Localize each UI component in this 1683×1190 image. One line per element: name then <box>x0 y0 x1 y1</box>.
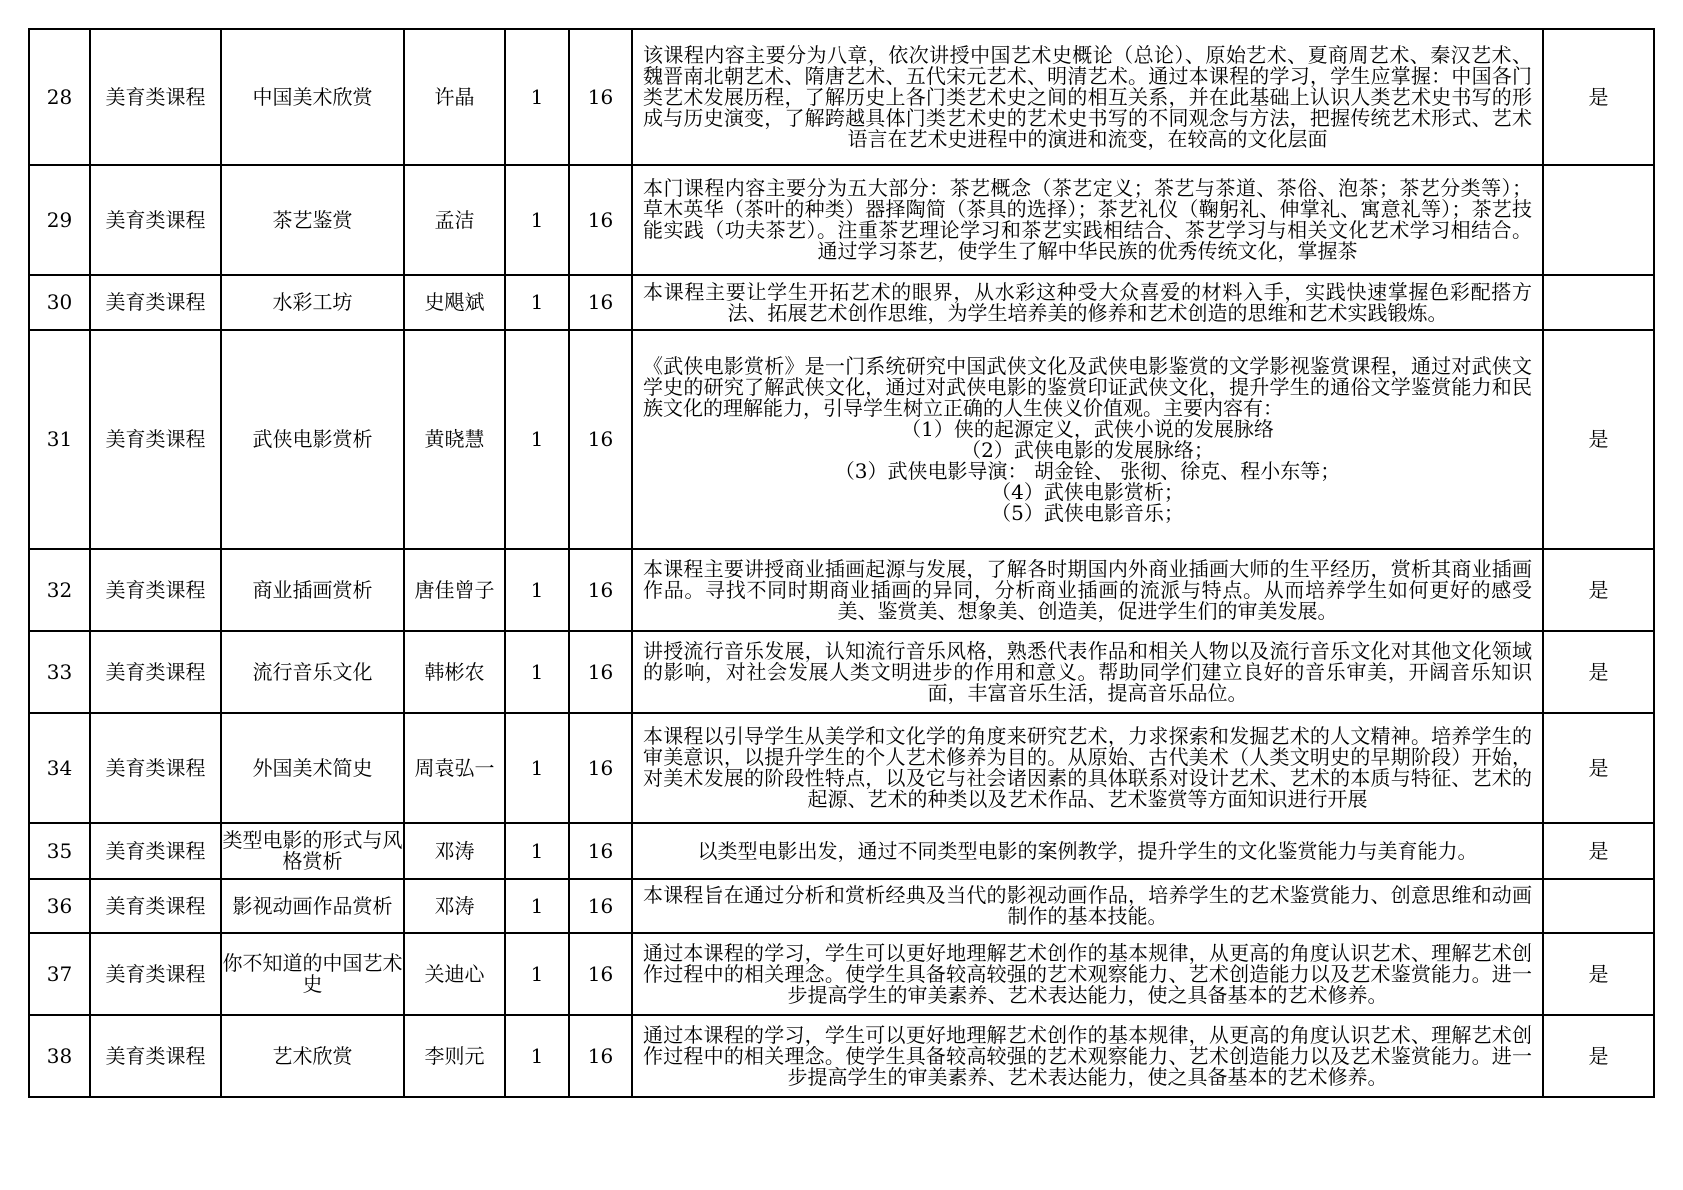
course-category: 美育类课程 <box>90 1015 221 1097</box>
description-point: （1）侠的起源定义，武侠小说的发展脉络 <box>901 416 1274 441</box>
course-credit: 1 <box>505 275 569 330</box>
course-category: 美育类课程 <box>90 549 221 631</box>
teacher-name: 唐佳曾子 <box>404 549 505 631</box>
table-row <box>29 713 1654 823</box>
teacher-name: 邓涛 <box>404 879 505 933</box>
course-flag: 是 <box>1543 823 1654 879</box>
course-hours: 16 <box>569 823 632 879</box>
teacher-name: 邓涛 <box>404 823 505 879</box>
row-number: 30 <box>29 275 90 330</box>
course-flag: 是 <box>1543 1015 1654 1097</box>
description-point: （5）武侠电影音乐； <box>991 500 1184 525</box>
course-description: 本课程主要讲授商业插画起源与发展，了解各时期国内外商业插画大师的生平经历，赏析其商业插画作品。寻找不同时期商业插画的异同，分析商业插画的流派与特点。从而培养学生如何更好的感受美、鉴赏美、想象美、创造美，促进学生们的审美发展。 <box>643 558 1532 622</box>
course-hours: 16 <box>569 275 632 330</box>
course-name: 外国美术简史 <box>221 713 404 823</box>
course-flag: 是 <box>1543 713 1654 823</box>
course-name: 艺术欣赏 <box>221 1015 404 1097</box>
course-description: 以类型电影出发，通过不同类型电影的案例教学，提升学生的文化鉴赏能力与美育能力。 <box>697 840 1478 862</box>
course-name: 流行音乐文化 <box>221 631 404 713</box>
table-row <box>29 275 1654 330</box>
course-hours: 16 <box>569 549 632 631</box>
course-name: 你不知道的中国艺术史 <box>221 933 404 1015</box>
course-hours: 16 <box>569 330 632 549</box>
course-table <box>28 28 1655 1098</box>
course-name: 类型电影的形式与风格赏析 <box>221 823 404 879</box>
course-description-cell <box>632 29 1543 165</box>
table-row <box>29 549 1654 631</box>
course-credit: 1 <box>505 330 569 549</box>
row-number: 34 <box>29 713 90 823</box>
course-description-cell <box>632 275 1543 330</box>
course-hours: 16 <box>569 713 632 823</box>
course-category: 美育类课程 <box>90 933 221 1015</box>
course-category: 美育类课程 <box>90 275 221 330</box>
course-name: 武侠电影赏析 <box>221 330 404 549</box>
course-credit: 1 <box>505 713 569 823</box>
row-number: 32 <box>29 549 90 631</box>
course-description-cell <box>632 823 1543 879</box>
course-hours: 16 <box>569 631 632 713</box>
course-flag: 是 <box>1543 631 1654 713</box>
teacher-name: 关迪心 <box>404 933 505 1015</box>
course-description: 该课程内容主要分为八章，依次讲授中国艺术史概论（总论）、原始艺术、夏商周艺术、秦汉艺术、魏晋南北朝艺术、隋唐艺术、五代宋元艺术、明清艺术。通过本课程的学习，学生应掌握：中国各门类艺术发展历程，了解历史上各门类艺术史之间的相互关系，并在此基础上认识人类艺术史书写的形成与历史演变，了解跨越具体门类艺术史的艺术史书写的不同观念与方法，把握传统艺术形式、艺术语言在艺术史进程中的演进和流变，在较高的文化层面 <box>643 44 1532 150</box>
teacher-name: 韩彬农 <box>404 631 505 713</box>
course-name: 商业插画赏析 <box>221 549 404 631</box>
table-row <box>29 29 1654 165</box>
course-hours: 16 <box>569 1015 632 1097</box>
description-point: （4）武侠电影赏析； <box>991 479 1184 504</box>
course-flag <box>1543 275 1654 330</box>
teacher-name: 黄晓慧 <box>404 330 505 549</box>
course-description-intro: 《武侠电影赏析》是一门系统研究中国武侠文化及武侠电影鉴赏的文学影视鉴赏课程，通过对武侠文学史的研究了解武侠文化，通过对武侠电影的鉴赏印证武侠文化，提升学生的通俗文学鉴赏能力和民族文化的理解能力，引导学生树立正确的人生侠义价值观。主要内容有： <box>643 353 1532 420</box>
table-row <box>29 879 1654 933</box>
course-description-cell <box>632 933 1543 1015</box>
course-description-cell <box>632 713 1543 823</box>
course-description: 通过本课程的学习，学生可以更好地理解艺术创作的基本规律，从更高的角度认识艺术、理解艺术创作过程中的相关理念。使学生具备较高较强的艺术观察能力、艺术创造能力以及艺术鉴赏能力。进一步提高学生的审美素养、艺术表达能力，使之具备基本的艺术修养。 <box>643 942 1532 1006</box>
course-credit: 1 <box>505 823 569 879</box>
course-flag: 是 <box>1543 330 1654 549</box>
table-row <box>29 330 1654 549</box>
course-category: 美育类课程 <box>90 879 221 933</box>
course-description-cell <box>632 165 1543 275</box>
course-description: 本课程以引导学生从美学和文化学的角度来研究艺术，力求探索和发掘艺术的人文精神。培养学生的审美意识，以提升学生的个人艺术修养为目的。从原始、古代美术（人类文明史的早期阶段）开始，对美术发展的阶段性特点，以及它与社会诸因素的具体联系对设计艺术、艺术的本质与特征、艺术的起源、艺术的种类以及艺术作品、艺术鉴赏等方面知识进行开展 <box>643 726 1532 810</box>
course-description-cell <box>632 1015 1543 1097</box>
teacher-name: 李则元 <box>404 1015 505 1097</box>
row-number: 31 <box>29 330 90 549</box>
teacher-name: 史飓斌 <box>404 275 505 330</box>
course-category: 美育类课程 <box>90 713 221 823</box>
course-credit: 1 <box>505 29 569 165</box>
course-credit: 1 <box>505 631 569 713</box>
course-credit: 1 <box>505 879 569 933</box>
course-hours: 16 <box>569 29 632 165</box>
row-number: 33 <box>29 631 90 713</box>
row-number: 35 <box>29 823 90 879</box>
course-name: 中国美术欣赏 <box>221 29 404 165</box>
table-row <box>29 165 1654 275</box>
course-description: 本课程旨在通过分析和赏析经典及当代的影视动画作品，培养学生的艺术鉴赏能力、创意思维和动画制作的基本技能。 <box>643 885 1532 927</box>
course-category: 美育类课程 <box>90 330 221 549</box>
row-number: 36 <box>29 879 90 933</box>
course-description-cell <box>632 330 1543 549</box>
course-credit: 1 <box>505 1015 569 1097</box>
table-row <box>29 933 1654 1015</box>
course-category: 美育类课程 <box>90 823 221 879</box>
course-description-cell <box>632 549 1543 631</box>
course-name: 水彩工坊 <box>221 275 404 330</box>
course-flag: 是 <box>1543 29 1654 165</box>
course-credit: 1 <box>505 165 569 275</box>
course-description: 本课程主要让学生开拓艺术的眼界，从水彩这种受大众喜爱的材料入手，实践快速掌握色彩配搭方法、拓展艺术创作思维，为学生培养美的修养和艺术创造的思维和艺术实践锻炼。 <box>643 281 1532 324</box>
course-flag: 是 <box>1543 933 1654 1015</box>
row-number: 37 <box>29 933 90 1015</box>
course-category: 美育类课程 <box>90 29 221 165</box>
course-flag <box>1543 879 1654 933</box>
course-description-cell <box>632 631 1543 713</box>
course-category: 美育类课程 <box>90 631 221 713</box>
course-description: 本门课程内容主要分为五大部分：茶艺概念（茶艺定义；茶艺与茶道、茶俗、泡茶；茶艺分类等）；草木英华（茶叶的种类）器择陶简（茶具的选择）；茶艺礼仪（鞠躬礼、伸掌礼、寓意礼等）；茶艺技能实践（功夫茶艺）。注重茶艺理论学习和茶艺实践相结合、茶艺学习与相关文化艺术学习相结合。通过学习茶艺，使学生了解中华民族的优秀传统文化，掌握茶 <box>643 178 1532 262</box>
course-flag <box>1543 165 1654 275</box>
table-row <box>29 631 1654 713</box>
course-name: 影视动画作品赏析 <box>221 879 404 933</box>
description-point: （2）武侠电影的发展脉络； <box>961 437 1214 462</box>
table-row <box>29 823 1654 879</box>
course-description-cell <box>632 879 1543 933</box>
course-credit: 1 <box>505 933 569 1015</box>
teacher-name: 许晶 <box>404 29 505 165</box>
teacher-name: 孟洁 <box>404 165 505 275</box>
course-flag: 是 <box>1543 549 1654 631</box>
course-name: 茶艺鉴赏 <box>221 165 404 275</box>
course-category: 美育类课程 <box>90 165 221 275</box>
course-description: 通过本课程的学习，学生可以更好地理解艺术创作的基本规律，从更高的角度认识艺术、理解艺术创作过程中的相关理念。使学生具备较高较强的艺术观察能力、艺术创造能力以及艺术鉴赏能力。进一步提高学生的审美素养、艺术表达能力，使之具备基本的艺术修养。 <box>643 1024 1532 1088</box>
course-description: 讲授流行音乐发展，认知流行音乐风格，熟悉代表作品和相关人物以及流行音乐文化对其他文化领域的影响，对社会发展人类文明进步的作用和意义。帮助同学们建立良好的音乐审美，开阔音乐知识面，丰富音乐生活，提高音乐品位。 <box>643 640 1532 704</box>
teacher-name: 周袁弘一 <box>404 713 505 823</box>
course-credit: 1 <box>505 549 569 631</box>
row-number: 29 <box>29 165 90 275</box>
row-number: 38 <box>29 1015 90 1097</box>
table-row <box>29 1015 1654 1097</box>
course-hours: 16 <box>569 879 632 933</box>
description-point: （3）武侠电影导演： 胡金铨、 张彻、徐克、程小东等； <box>834 458 1341 483</box>
course-hours: 16 <box>569 165 632 275</box>
row-number: 28 <box>29 29 90 165</box>
course-hours: 16 <box>569 933 632 1015</box>
